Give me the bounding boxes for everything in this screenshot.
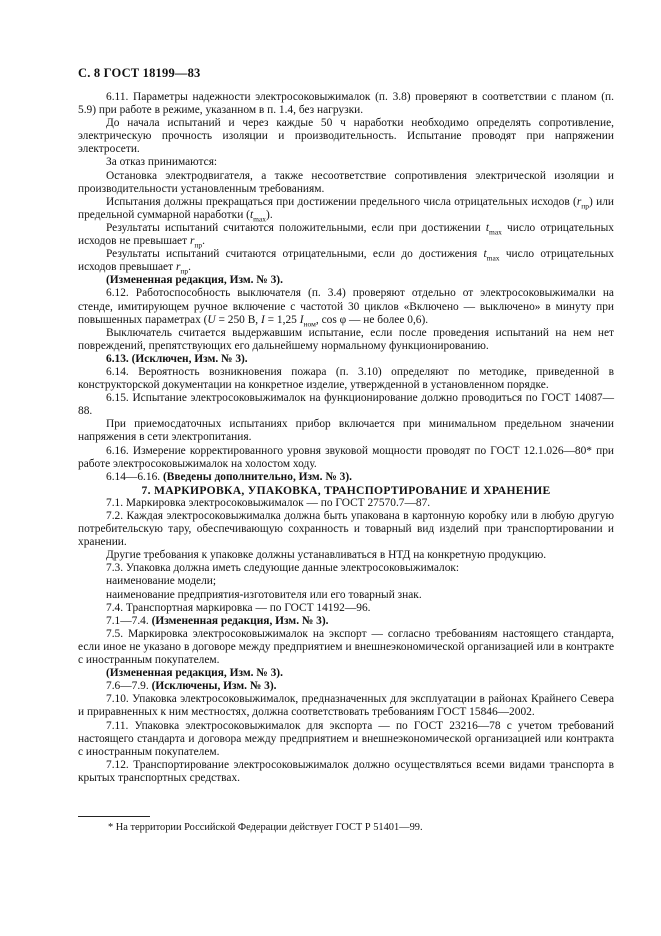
clause-7-3: 7.3. Упаковка должна иметь следующие данные электросоковыжималок: <box>106 562 460 575</box>
section-7-title: 7. МАРКИРОВКА, УПАКОВКА, ТРАНСПОРТИРОВАНИЕ И ХРАНЕНИЕ <box>141 483 551 497</box>
positive-result: Результаты испытаний считаются положительными, если при достижении $t_{max}$ число отрицательных исходов не превышает $r_{пр}$. <box>78 221 614 250</box>
clause-6-12: 6.12. Работоспособность выключателя (п. 3.4) проверяют отдельно от электросоковыжималки на стенде, имитирующем ручное включение с частотой 30 циклов «Включено — выключено» в минуту при повышенных параметрах (U = 250 В, I = 1,25 $I_{ном}$, cos φ — не более 0,6). <box>78 287 614 328</box>
clause-7-3-item-2: наименование предприятия-изготовителя или его товарный знак. <box>106 588 422 601</box>
negative-result: Результаты испытаний считаются отрицательными, если до достижения $t_{max}$ число отрицательных исходов превышает $r_{пр}$. <box>78 248 615 276</box>
clause-6-16: 6.16. Измерение корректированного уровня звуковой мощности проводят по ГОСТ 12.1.026—80* при работе электросоковыжималок на холостом ходу. <box>78 444 614 470</box>
clause-7-11: 7.11. Упаковка электросоковыжималок для экспорта — по ГОСТ 23216—78 с учетом требований настоящего стандарта и договора между предприятием и внешнеэкономической организацией или контракта с иностранным покупателем. <box>78 719 614 758</box>
clause-7-3-item-1: наименование модели; <box>106 575 217 588</box>
stop-criteria: Испытания должны прекращаться при достижении предельного числа отрицательных исходов $(r_{пр})$ или предельной суммарной наработки $(t_{max})$. <box>78 195 614 224</box>
clauses-7-1-7-4-note: 7.1—7.4. (Измененная редакция, Изм. № 3). <box>106 614 329 627</box>
clause-7-1: 7.1. Маркировка электросоковыжималок — по ГОСТ 27570.7—87. <box>106 496 431 509</box>
failure-intro: За отказ принимаются: <box>106 156 218 169</box>
clause-6-15-text: При приемосдаточных испытаниях прибор включается при минимальном предельном значении напряжения в сети электропитания. <box>78 418 614 444</box>
clause-6-12-text: Выключатель считается выдержавшим испытание, если после проведения испытаний на нем нет повреждений, препятствующих его дальнейшему нормальному функционированию. <box>78 326 614 352</box>
clause-7-2-text: Другие требования к упаковке должны устанавливаться в НТД на конкретную продукцию. <box>106 549 547 562</box>
clause-7-10: 7.10. Упаковка электросоковыжималок, предназначенных для эксплуатации в районах Крайнего Севера и приравненных к ним местностях, должна соответствовать требованиям ГОСТ 15846—2002. <box>78 693 614 719</box>
footnote-divider <box>78 816 150 817</box>
failure-text: Остановка электродвигателя, а также несоответствие сопротивления электрической изоляции и производительности установленным требованиям. <box>78 169 614 195</box>
page-header: С. 8 ГОСТ 18199—83 <box>78 66 201 80</box>
clause-6-11-text: До начала испытаний и через каждые 50 ч наработки необходимо определять сопротивление, электрическую прочность изоляции и производительность. Испытание проводят при напряжении электросети. <box>78 117 614 156</box>
clause-7-2: 7.2. Каждая электросоковыжималка должна быть упакована в картонную коробку или в любую другую потребительскую тару, обеспечивающую сохранность и товарный вид изделий при транспортировании и хранении. <box>78 510 614 549</box>
edit-note-1: (Измененная редакция, Изм. № 3). <box>106 274 283 287</box>
document-body <box>78 91 614 785</box>
clause-6-14: 6.14. Вероятность возникновения пожара (п. 3.10) определяют по методике, приведенной в конструкторской документации на конкретное изделие, утвержденной в установленном порядке. <box>78 365 614 392</box>
clause-7-4: 7.4. Транспортная маркировка — по ГОСТ 14192—96. <box>106 601 371 614</box>
clause-6-11: 6.11. Параметры надежности электросоковыжималок (п. 3.8) проверяют в соответствии с планом (п. 5.9) при работе в режиме, указанном в п. 1.4, без нагрузки. <box>78 91 614 117</box>
edit-note-2: (Измененная редакция, Изм. № 3). <box>106 667 283 680</box>
clauses-7-6-7-9-note: 7.6—7.9. (Исключены, Изм. № 3). <box>106 680 277 693</box>
clauses-6-14-6-16-note: 6.14—6.16. (Введены дополнительно, Изм. № 3). <box>106 470 352 483</box>
clause-6-13: 6.13. (Исключен, Изм. № 3). <box>106 352 248 365</box>
clause-7-5: 7.5. Маркировка электросоковыжималок на экспорт — согласно требованиям настоящего стандарта, если иное не указано в договоре между предприятием и внешнеэкономической организацией или в контракте с иностранным покупателем. <box>78 627 614 667</box>
clause-6-15: 6.15. Испытание электросоковыжималок на функционирование должно проводиться по ГОСТ 14087—88. <box>78 392 614 418</box>
clause-7-12: 7.12. Транспортирование электросоковыжималок должно осуществляться всеми видами транспорта в крытых транспортных средствах. <box>78 758 614 784</box>
footnote: * На территории Российской Федерации действует ГОСТ Р 51401—99. <box>108 822 423 833</box>
